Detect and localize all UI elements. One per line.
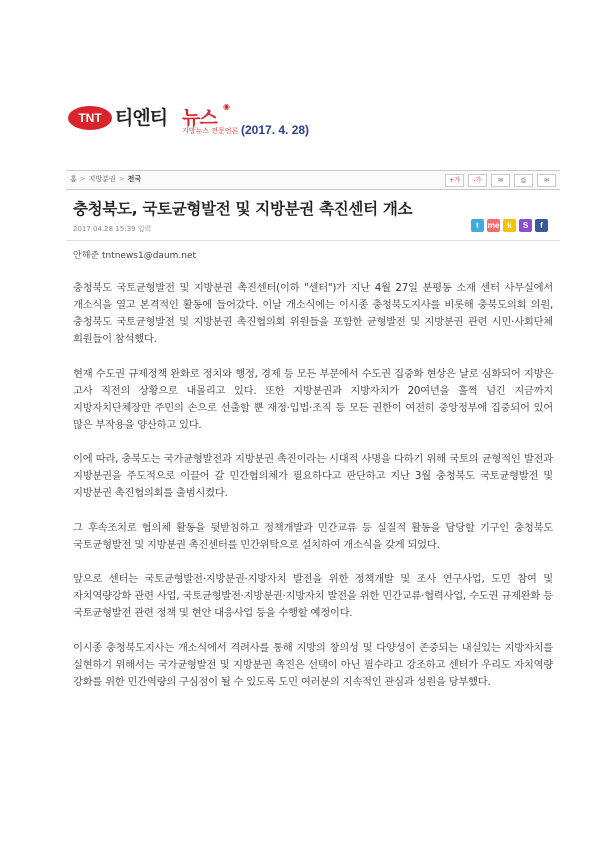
me2day-icon[interactable]: me bbox=[487, 221, 500, 230]
breadcrumb-section[interactable]: 지방분권 bbox=[88, 175, 116, 183]
share-buttons bbox=[471, 219, 548, 232]
breadcrumb-home[interactable]: 홈 bbox=[70, 175, 77, 183]
article-paragraph: 앞으로 센터는 국토균형발전·지방분권·지방자치 발전을 위한 정책개발 및 조사 연구사업, 도민 참여 및 자치역량강화 관련 사업, 국토균형발전·지방분권·지방자치 발전을 위한 민간교류·협력사업, 수도권 규제완화 등 국토균형발전 관련 정책 및 현안 대응사업 등을 수행할 예정이다. bbox=[73, 573, 553, 619]
signal-icon: ◉ bbox=[223, 102, 230, 111]
font-decrease-button[interactable]: -가 bbox=[468, 174, 487, 187]
breadcrumb bbox=[70, 174, 141, 184]
article-timestamp: 2017.04.28 15:39 입력 bbox=[73, 225, 152, 233]
breadcrumb-separator: > bbox=[79, 175, 86, 183]
print-icon[interactable]: ⎙ bbox=[514, 174, 533, 187]
email-icon[interactable]: ✉ bbox=[491, 174, 510, 187]
brand-tagline: 지방뉴스 전문언론 bbox=[182, 127, 239, 135]
article-author: 안해준 tntnews1@daum.net bbox=[73, 251, 197, 261]
breadcrumb-separator: > bbox=[118, 175, 125, 183]
title-divider bbox=[66, 240, 560, 241]
breadcrumb-bar bbox=[66, 170, 560, 190]
font-increase-button[interactable]: +가 bbox=[445, 174, 464, 187]
brand-accent: 뉴스 bbox=[182, 107, 217, 129]
article-paragraph: 충청북도 국토균형발전 및 지방분권 촉진센터(이하 "센터")가 지난 4월 27일 분평동 소재 센터 사무실에서 개소식을 열고 본격적인 활동에 들어갔다. 이날 개소식에는 이시종 충청북도지사를 비롯해 충북도의회 의원, 충청북도 국토균형발전 및 지방분권 촉진협의회 위원들을 포함한 균형발전 및 지방분권 관련 시민·사회단체 회원들이 참석했다. bbox=[73, 282, 553, 345]
article-paragraph: 그 후속조치로 협의체 활동을 뒷받침하고 정책개발과 민간교류 등 실질적 활동을 담당할 기구인 충청북도 국토균형발전 및 지방분권 촉진센터를 민간위탁으로 설치하여 개소식을 갖게 되었다. bbox=[73, 521, 553, 551]
twitter-icon[interactable]: t bbox=[471, 219, 484, 232]
article-title: 충청북도, 국토균형발전 및 지방분권 촉진센터 개소 bbox=[73, 200, 413, 218]
brand-name: 티엔티 bbox=[115, 107, 168, 129]
mail-icon[interactable]: ✉ bbox=[537, 174, 556, 187]
article-paragraph: 이에 따라, 충북도는 국가균형발전과 지방분권 촉진이라는 시대적 사명을 다하기 위해 국토의 균형적인 발전과 지방분권을 주도적으로 이끌어 갈 민간협의체가 필요하다고 판단하고 지난 3월 충청북도 국토균형발전 및 지방분권 촉진협의회를 출범시켰다. bbox=[73, 453, 553, 499]
tnt-logo[interactable]: TNT bbox=[68, 106, 112, 130]
article-paragraph: 이시종 충청북도지사는 개소식에서 격려사를 통해 지방의 창의성 및 다양성이 존중되는 내실있는 지방자치를 실현하기 위해서는 국가균형발전 및 지방분권 촉진은 선택이 아닌 필수라고 강조하고 센터가 우리도 자치역량 강화를 위한 민간역량의 구심점이 될 수 있도록 도민 여러분의 지속적인 관심과 성원을 당부했다. bbox=[73, 641, 553, 688]
facebook-icon[interactable]: f bbox=[535, 219, 548, 232]
article-body bbox=[73, 280, 553, 708]
story-icon[interactable]: S bbox=[519, 219, 532, 232]
article-paragraph: 현재 수도권 규제정책 완화로 정치와 행정, 경제 등 모든 부문에서 수도권 집중화 현상은 날로 심화되어 지방은 고사 직전의 상황으로 내몰리고 있다. 또한 지방분권과 지방자치가 20여년을 훌쩍 넘긴 지금까지 지방자치단체장만 주민의 손으로 선출할 뿐 재정·입법·조직 등 모든 권한이 여전히 중앙정부에 집중되어 있어 많은 부작용을 양산하고 있다. bbox=[73, 367, 553, 431]
kakao-icon[interactable]: k bbox=[503, 219, 516, 232]
clipping-date: (2017. 4. 28) bbox=[241, 123, 310, 137]
article-tools bbox=[445, 174, 556, 187]
breadcrumb-current[interactable]: 전국 bbox=[127, 175, 142, 183]
